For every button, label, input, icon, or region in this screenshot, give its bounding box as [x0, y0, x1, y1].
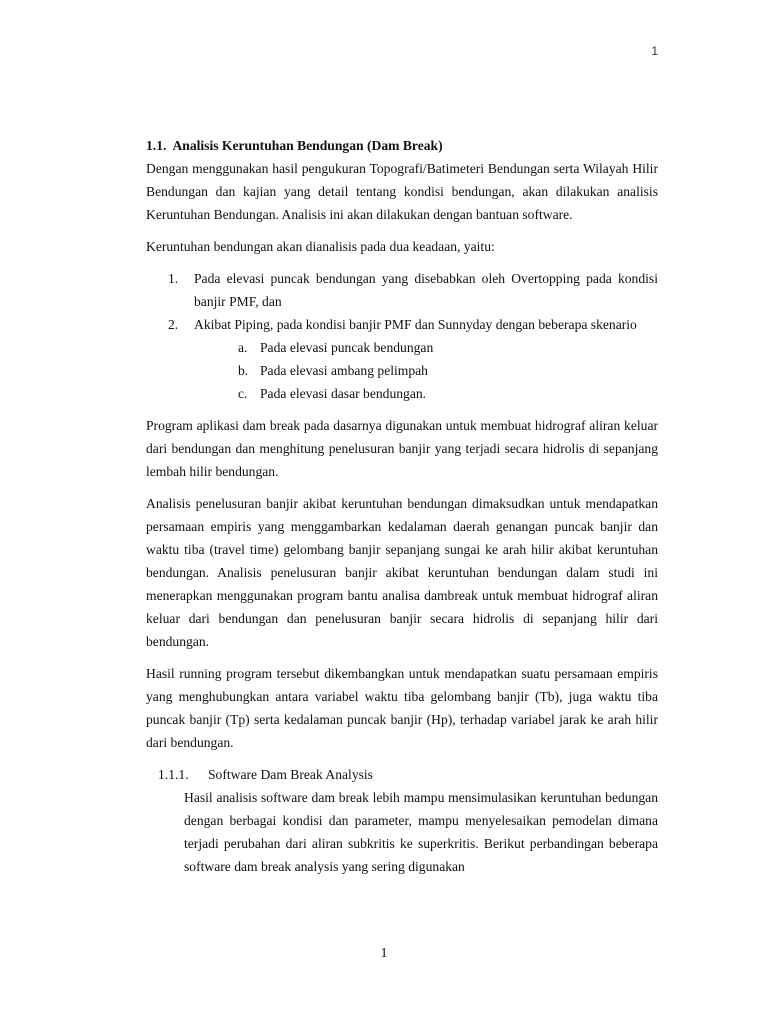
lettered-sublist: [216, 336, 658, 405]
section-title: Analisis Keruntuhan Bendungan (Dam Break): [172, 138, 443, 153]
list-item-text: Akibat Piping, pada kondisi banjir PMF dan Sunnyday dengan beberapa skenario: [194, 317, 637, 332]
subsection-title: Software Dam Break Analysis: [208, 767, 373, 782]
list-marker: 1.: [168, 271, 179, 286]
list-item-text: Pada elevasi puncak bendungan yang disebabkan oleh Overtopping pada kondisi banjir PMF, dan: [194, 271, 658, 309]
list-item: [146, 313, 658, 336]
list-item: [146, 267, 658, 313]
sublist-item-text: Pada elevasi puncak bendungan: [260, 340, 434, 355]
paragraph-program: Program aplikasi dam break pada dasarnya digunakan untuk membuat hidrograf aliran keluar dari bendungan dan menghitung penelusuran banjir yang terjadi secara hidrolis di sepanjang lembah hilir bendungan.: [146, 418, 658, 479]
paragraph-results: Hasil running program tersebut dikembangkan untuk mendapatkan suatu persamaan empiris yang menghubungkan antara variabel waktu tiba gelombang banjir (Tb), juga waktu tiba puncak banjir (Tp) serta kedalaman puncak banjir (Hp), terhadap variabel jarak ke arah hilir dari bendungan.: [146, 666, 658, 750]
document-body: [146, 134, 658, 878]
sublist-marker: a.: [238, 340, 248, 355]
paragraph-intro: Dengan menggunakan hasil pengukuran Topografi/Batimeteri Bendungan serta Wilayah Hilir Bendungan dan kajian yang detail tentang kondisi bendungan, akan dilakukan analisis Keruntuhan Bendungan. Analisis ini akan dilakukan dengan bantuan software.: [146, 161, 658, 222]
paragraph-analysis: Analisis penelusuran banjir akibat keruntuhan bendungan dimaksudkan untuk mendapatkan persamaan empiris yang menggambarkan kedalaman daerah genangan puncak banjir dan waktu tiba (travel time) gelombang banjir sepanjang sungai ke arah hilir akibat keruntuhan bendungan. Analisis penelusuran banjir akibat keruntuhan bendungan dalam studi ini menerapkan menggunakan program bantu analisa dambreak untuk membuat hidrograf aliran keluar dari bendungan dan penelusuran banjir secara hidrolis di sepanjang hilir dari bendungan.: [146, 496, 658, 649]
section-number: 1.1.: [146, 138, 167, 153]
paragraph-conditions-intro: Keruntuhan bendungan akan dianalisis pada dua keadaan, yaitu:: [146, 239, 495, 254]
list-marker: 2.: [168, 317, 179, 332]
header-page-number: 1: [651, 44, 658, 58]
section-heading: [146, 134, 658, 157]
sublist-item-text: Pada elevasi dasar bendungan.: [260, 386, 427, 401]
subsection-heading: [158, 763, 658, 786]
sublist-item: [216, 336, 658, 359]
sublist-marker: b.: [238, 363, 249, 378]
subsection-body: Hasil analisis software dam break lebih mampu mensimulasikan keruntuhan bedungan dengan berbagai kondisi dan parameter, mampu menyelesaikan pemodelan dimana terjadi perubahan dari aliran subkritis ke superkritis. Berikut perbandingan beberapa software dam break analysis yang sering digunakan: [184, 790, 658, 874]
sublist-item: [216, 359, 658, 382]
sublist-marker: c.: [238, 386, 248, 401]
sublist-item: [216, 382, 658, 405]
footer-page-number: 1: [380, 946, 388, 961]
subsection-number: 1.1.1.: [158, 767, 189, 782]
numbered-list: [146, 267, 658, 405]
sublist-item-text: Pada elevasi ambang pelimpah: [260, 363, 428, 378]
